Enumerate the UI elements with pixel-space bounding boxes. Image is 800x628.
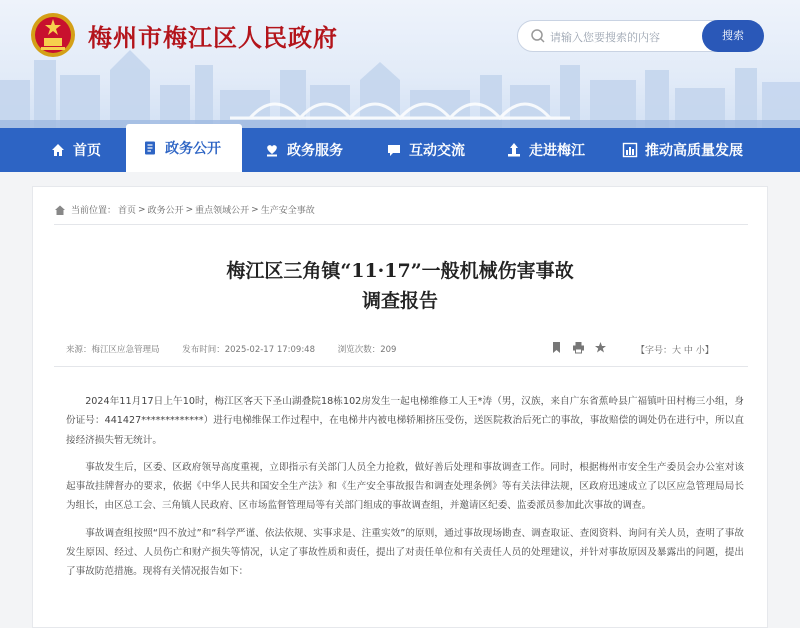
search-icon: [530, 28, 546, 44]
nav-item-about-meijiang[interactable]: [506, 128, 585, 172]
article-title-line2: 调查报告: [361, 290, 438, 312]
star-icon[interactable]: [594, 341, 607, 354]
article-source: 来源：梅江区应急管理局: [66, 345, 160, 355]
nav-item-services[interactable]: [264, 128, 343, 172]
hand-heart-icon: [264, 142, 280, 158]
breadcrumb-separator: >: [251, 204, 259, 215]
breadcrumb-separator: >: [185, 204, 194, 215]
landmark-icon: [506, 142, 522, 158]
article-paragraph: 事故调查组按照“四不放过”和“科学严谨、依法依规、实事求是、注重实效”的原则，通过事故现场勘查、调查取证、查阅资料、询问有关人员，查明了事故发生原因、经过、人员伤亡和财产损失等情况，认定了事故性质和责任，提出了对责任单位和有关责任人员的处理建议，并针对事故原因及暴露出的问题，提出了事故防范措施。现将有关情况报告如下：: [66, 527, 744, 578]
breadcrumb-divider: [54, 224, 748, 225]
nav-item-government-affairs[interactable]: [126, 124, 242, 172]
nav-label-services: 政务服务: [287, 143, 343, 159]
article-publish-time: 发布时间：2025-02-17 17:09:48: [182, 345, 315, 355]
article-title: [100, 256, 700, 316]
breadcrumb: [54, 203, 317, 216]
chart-icon: [622, 142, 638, 158]
breadcrumb-prefix: 当前位置：: [71, 206, 117, 216]
bookmark-icon[interactable]: [550, 341, 563, 354]
chat-icon: [386, 142, 402, 158]
search-input[interactable]: [550, 27, 700, 47]
article-paragraph: 事故发生后，区委、区政府领导高度重视，立即指示有关部门人员全力抢救，做好善后处理和事故调查工作。同时，根据梅州市安全生产委员会办公室对该起事故挂牌督办的要求，依据《中华人民共和国安全生产法》和《生产安全事故报告和调查处理条例》等有关法律法规，区政府迅速成立了以区应急管理局局长为组长，由区总工会、三角镇人民政府、区市场监督管理局等有关部门组成的事故调查组，并邀请区纪委、监委派员参加此次事故的调查。: [66, 461, 744, 512]
home-icon: [50, 142, 66, 158]
font-size-switcher[interactable]: 【字号：大 中 小】: [636, 346, 714, 356]
article-body: [66, 392, 744, 590]
breadcrumb-link-key-areas[interactable]: 重点领域公开: [195, 206, 250, 216]
article-actions: [550, 341, 607, 354]
search-button[interactable]: 搜索: [702, 20, 764, 52]
breadcrumb-link-government-affairs[interactable]: 政务公开: [147, 206, 184, 216]
nav-label-government-affairs: 政务公开: [165, 141, 221, 157]
main-nav: [0, 128, 800, 172]
article-paragraph: 2024年11月17日上午10时，梅江区客天下圣山湖叠院18栋102房发生一起电梯维修工人王*涛（男，汉族，来自广东省蕉岭县广福镇叶田村梅三小组，身份证号：441427*************）进行电梯维保工作过程中，在电梯井内被电梯轿厢挤压受伤，送医院救治后死亡的事故，事故赔偿的调处仍在进行中，所以直接经济损失暂无统计。: [66, 396, 744, 446]
nav-item-home[interactable]: [50, 128, 101, 172]
nav-label-development: 推动高质量发展: [645, 143, 743, 159]
national-emblem-logo: [30, 12, 76, 58]
article-views: 浏览次数：209: [337, 345, 397, 355]
meta-divider: [54, 366, 748, 367]
breadcrumb-separator: >: [138, 204, 146, 215]
article-title-line1: 梅江区三角镇“11·17”一般机械伤害事故: [226, 260, 574, 282]
nav-label-home: 首页: [73, 143, 101, 159]
article-meta: [66, 343, 402, 355]
city-skyline-banner: [0, 40, 800, 128]
nav-label-about-meijiang: 走进梅江: [529, 143, 585, 159]
breadcrumb-link-safety-accidents[interactable]: 生产安全事故: [260, 206, 315, 216]
document-icon: [142, 140, 158, 156]
site-header: [0, 0, 800, 128]
breadcrumb-link-home[interactable]: 首页: [118, 206, 137, 216]
nav-item-development[interactable]: [622, 128, 743, 172]
print-icon[interactable]: [572, 341, 585, 354]
breadcrumb-home-icon: [54, 204, 66, 216]
nav-label-interaction: 互动交流: [409, 143, 465, 159]
nav-item-interaction[interactable]: [386, 128, 465, 172]
site-title: 梅州市梅江区人民政府: [88, 23, 338, 52]
